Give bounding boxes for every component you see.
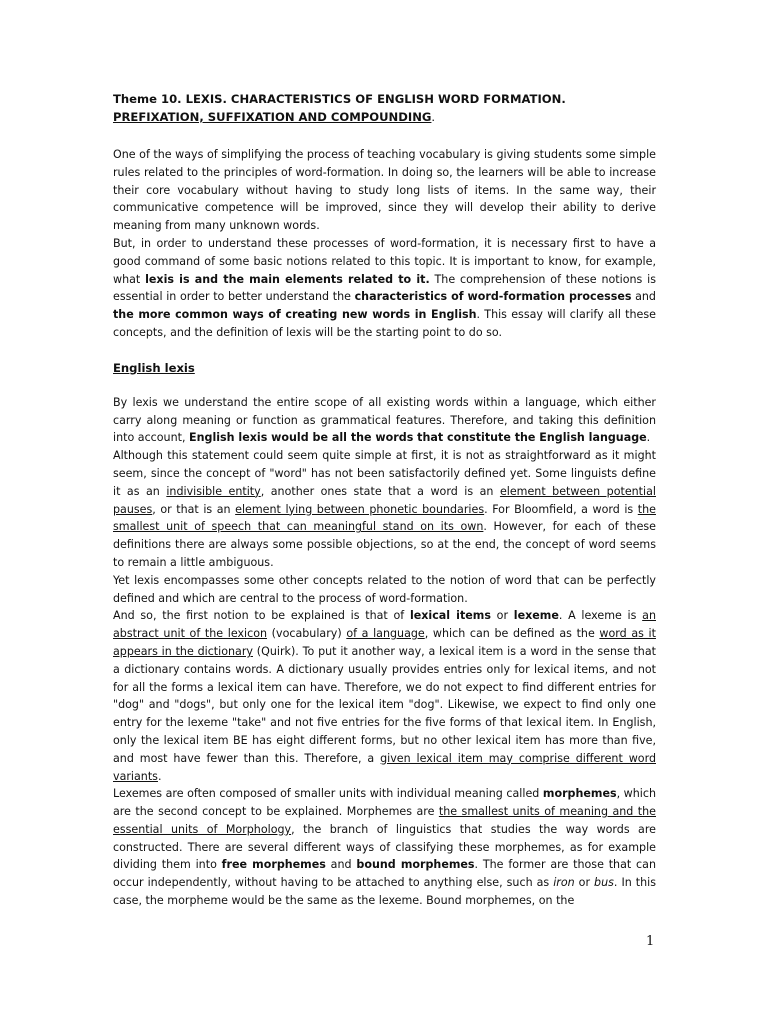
paragraph-notions: But, in order to understand these processes of word-formation, it is necessary first to have a good command of some basic notions related to this topic. It is important to know, for example, what lexis is and the main elements related to it. The comprehension of these notions is essential in order to better understand the characteristics of word-formation processes and the more common ways of creating new words in English. This essay will clarify all these concepts, and the definition of lexis will be the starting point to do so. (113, 236, 657, 339)
paragraph-word-concept: Although this statement could seem quite simple at first, it is not as straightforward as it might seem, since the concept of "word" has not been satisfactorily defined yet. Some linguists define it as an indivisible entity, another ones state that a word is an element between potential pauses, or that is an element lying between phonetic boundaries. For Bloomfield, a word is the smallest unit of speech that can meaningful stand on its own. However, for each of these definitions there are always some possible objections, so at the end, the concept of word seems to remain a little ambiguous. (113, 449, 656, 569)
page-number: 1 (646, 934, 655, 949)
paragraph-other-concepts: Yet lexis encompasses some other concepts related to the notion of word that can be perfectly defined and which are central to the process of word-formation. (113, 573, 656, 605)
paragraph-lexis-definition: By lexis we understand the entire scope of all existing words within a language, which either carry along meaning or function as grammatical features. Therefore, and taking this definition into account, English lexis would be all the words that constitute the English language. (113, 395, 656, 445)
paragraph-morphemes: Lexemes are often composed of smaller units with individual meaning called morphemes, which are the second concept to be explained. Morphemes are the smallest units of meaning and the essential units of Morphology, the branch of linguistics that studies the way words are constructed. There are several different ways of classifying these morphemes, as for example dividing them into free morphemes and bound morphemes. The former are those that can occur independently, without having to be attached to anything else, such as iron or bus. In this case, the morpheme would be the same as the lexeme. Bound morphemes, on the (113, 787, 657, 908)
document-page (113, 90, 656, 910)
title-line-2: PREFIXATION, SUFFIXATION AND COMPOUNDING (113, 110, 432, 124)
section-heading: English lexis (113, 360, 195, 375)
title-period: . (431, 110, 436, 124)
paragraph-intro: One of the ways of simplifying the process of teaching vocabulary is giving students some simple rules related to the principles of word-formation. In doing so, the learners will be able to increase their core vocabulary without having to study long lists of items. In the same way, their communicative competence will be improved, since they will develop their ability to derive meaning from many unknown words. (113, 148, 656, 233)
document-title (113, 90, 656, 126)
paragraph-lexical-items: And so, the first notion to be explained is that of lexical items or lexeme. A lexeme is an abstract unit of the lexicon (vocabulary) of a language, which can be defined as the word as it appears in the dictionary (Quirk). To put it another way, a lexical item is a word in the sense that a dictionary contains words. A dictionary usually provides entries only for lexical items, and not for all the forms a lexical item can have. Therefore, we do not expect to find different entries for "dog" and "dogs", but only one for the lexical item "dog". Likewise, we expect to find only one entry for the lexeme "take" and not five entries for the five forms of that lexical item. In English, only the lexical item BE has eight different forms, but no other lexical item has more than five, and most have fewer than this. Therefore, a given lexical item may comprise different word variants. (113, 609, 656, 783)
title-line-1: Theme 10. LEXIS. CHARACTERISTICS OF ENGLISH WORD FORMATION. (113, 92, 566, 106)
